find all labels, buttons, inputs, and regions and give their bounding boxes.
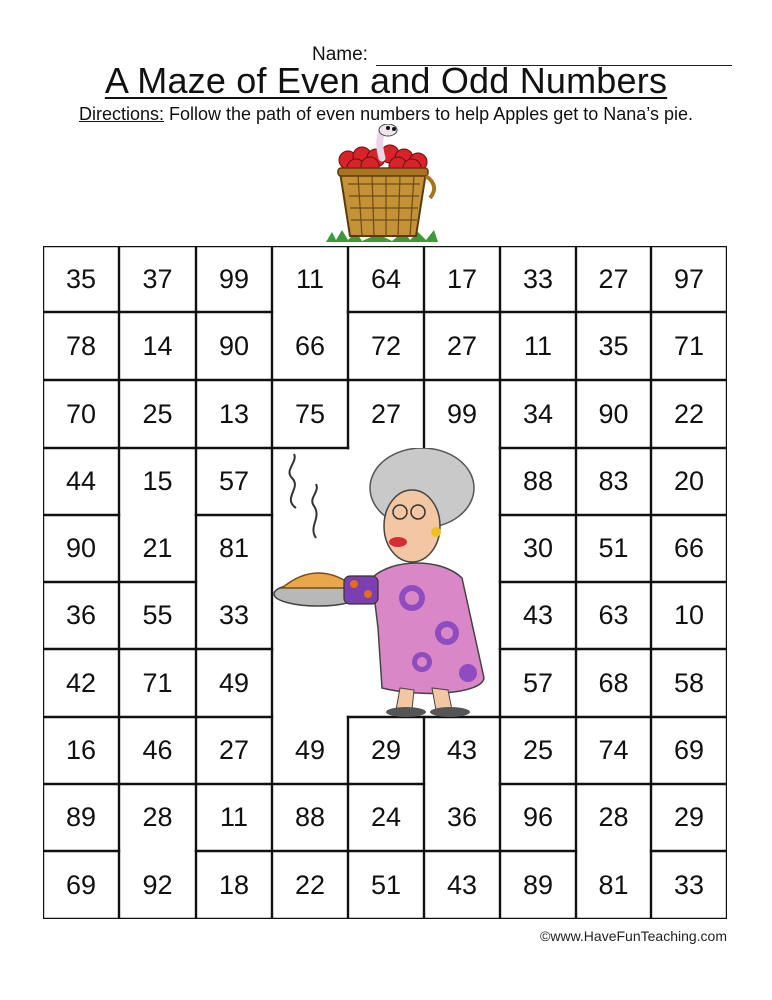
maze-cell[interactable]: 49 — [218, 667, 250, 698]
maze-cell[interactable]: 89 — [522, 869, 554, 900]
maze-cell[interactable]: 72 — [370, 330, 402, 361]
maze-cell[interactable]: 11 — [219, 802, 249, 832]
maze-cell[interactable]: 70 — [65, 398, 97, 429]
maze-cell[interactable]: 42 — [65, 667, 97, 698]
maze-cell[interactable]: 83 — [598, 466, 629, 496]
maze-cell[interactable]: 63 — [598, 600, 629, 630]
maze-cell[interactable]: 46 — [142, 735, 173, 765]
maze-cell[interactable]: 88 — [522, 466, 554, 496]
maze-cell[interactable]: 43 — [446, 869, 478, 900]
maze-cell[interactable]: 27 — [446, 330, 478, 361]
maze-cell[interactable]: 34 — [522, 398, 554, 429]
maze-cell[interactable]: 99 — [218, 263, 250, 294]
maze-cell[interactable]: 20 — [673, 466, 705, 496]
maze-cell[interactable]: 69 — [673, 735, 705, 765]
maze-cell[interactable]: 36 — [446, 802, 478, 832]
maze-cell[interactable]: 35 — [598, 330, 629, 361]
maze-cell[interactable]: 25 — [522, 735, 554, 765]
maze-cell[interactable]: 51 — [370, 869, 402, 900]
directions-label: Directions: — [78, 104, 164, 124]
maze-cell[interactable]: 74 — [598, 735, 629, 765]
maze-cell[interactable]: 18 — [218, 869, 250, 900]
maze-cell[interactable]: 10 — [673, 600, 705, 630]
maze-cell[interactable]: 27 — [218, 735, 250, 765]
maze-cell[interactable]: 11 — [523, 330, 553, 361]
maze-cell[interactable]: 90 — [65, 533, 97, 563]
maze-cell[interactable]: 21 — [142, 533, 173, 563]
maze-cell[interactable]: 69 — [65, 869, 97, 900]
maze-cell[interactable]: 35 — [65, 263, 97, 294]
name-label: Name: — [312, 44, 368, 65]
maze-cell[interactable]: 25 — [142, 398, 173, 429]
maze-cell[interactable]: 30 — [522, 533, 554, 563]
maze-cell[interactable]: 22 — [673, 398, 705, 429]
maze-cell[interactable]: 89 — [65, 802, 97, 832]
maze-cell[interactable]: 81 — [598, 869, 629, 900]
maze-cell[interactable]: 71 — [673, 330, 705, 361]
grandma-holding-pie-icon — [272, 448, 500, 717]
maze-cell[interactable]: 49 — [294, 735, 326, 765]
maze-cell[interactable]: 75 — [294, 398, 326, 429]
maze-cell[interactable]: 24 — [370, 802, 402, 832]
page-title: A Maze of Even and Odd Numbers — [104, 60, 668, 101]
maze-cell[interactable]: 28 — [598, 802, 629, 832]
maze-cell[interactable]: 90 — [598, 398, 629, 429]
directions-text: Follow the path of even numbers to help Apples get to Nana’s pie. — [164, 104, 694, 124]
maze-cell[interactable]: 43 — [446, 735, 478, 765]
maze-cell[interactable]: 33 — [218, 600, 250, 630]
maze-cell[interactable]: 13 — [218, 398, 250, 429]
directions — [0, 104, 772, 125]
apple-basket-with-worm-icon — [318, 124, 444, 246]
maze-cell[interactable]: 11 — [295, 263, 325, 294]
maze-cell[interactable]: 97 — [673, 263, 705, 294]
maze-cell[interactable]: 37 — [142, 263, 173, 294]
maze-cell[interactable]: 14 — [142, 330, 173, 361]
maze-cell[interactable]: 66 — [294, 330, 326, 361]
maze-cell[interactable]: 44 — [65, 466, 97, 496]
maze-cell[interactable]: 17 — [446, 263, 478, 294]
maze-cell[interactable]: 90 — [218, 330, 250, 361]
maze-cell[interactable]: 81 — [218, 533, 250, 563]
maze-cell[interactable]: 27 — [598, 263, 629, 294]
maze-cell[interactable]: 99 — [446, 398, 478, 429]
maze-cell[interactable]: 43 — [522, 600, 554, 630]
maze-cell[interactable]: 96 — [522, 802, 554, 832]
maze-cell[interactable]: 57 — [522, 667, 554, 698]
maze-cell[interactable]: 29 — [673, 802, 705, 832]
maze-cell[interactable]: 16 — [65, 735, 97, 765]
maze-cell[interactable]: 58 — [673, 667, 705, 698]
maze-cell[interactable]: 36 — [65, 600, 97, 630]
copyright: ©www.HaveFunTeaching.com — [540, 928, 727, 944]
maze-cell[interactable]: 64 — [370, 263, 402, 294]
maze-cell[interactable]: 78 — [65, 330, 97, 361]
maze-cell[interactable]: 15 — [142, 466, 173, 496]
maze-cell[interactable]: 71 — [142, 667, 173, 698]
number-maze — [43, 246, 727, 919]
maze-cell[interactable]: 92 — [142, 869, 173, 900]
maze-cell[interactable]: 55 — [142, 600, 173, 630]
maze-cell[interactable]: 33 — [522, 263, 554, 294]
maze-cell[interactable]: 68 — [598, 667, 629, 698]
maze-cell[interactable]: 29 — [370, 735, 402, 765]
maze-cell[interactable]: 22 — [294, 869, 326, 900]
maze-cell[interactable]: 66 — [673, 533, 705, 563]
maze-cell[interactable]: 88 — [294, 802, 326, 832]
maze-cell[interactable]: 51 — [598, 533, 629, 563]
maze-cell[interactable]: 33 — [673, 869, 705, 900]
maze-cell[interactable]: 27 — [370, 398, 402, 429]
maze-cell[interactable]: 28 — [142, 802, 173, 832]
maze-cell[interactable]: 57 — [218, 466, 250, 496]
